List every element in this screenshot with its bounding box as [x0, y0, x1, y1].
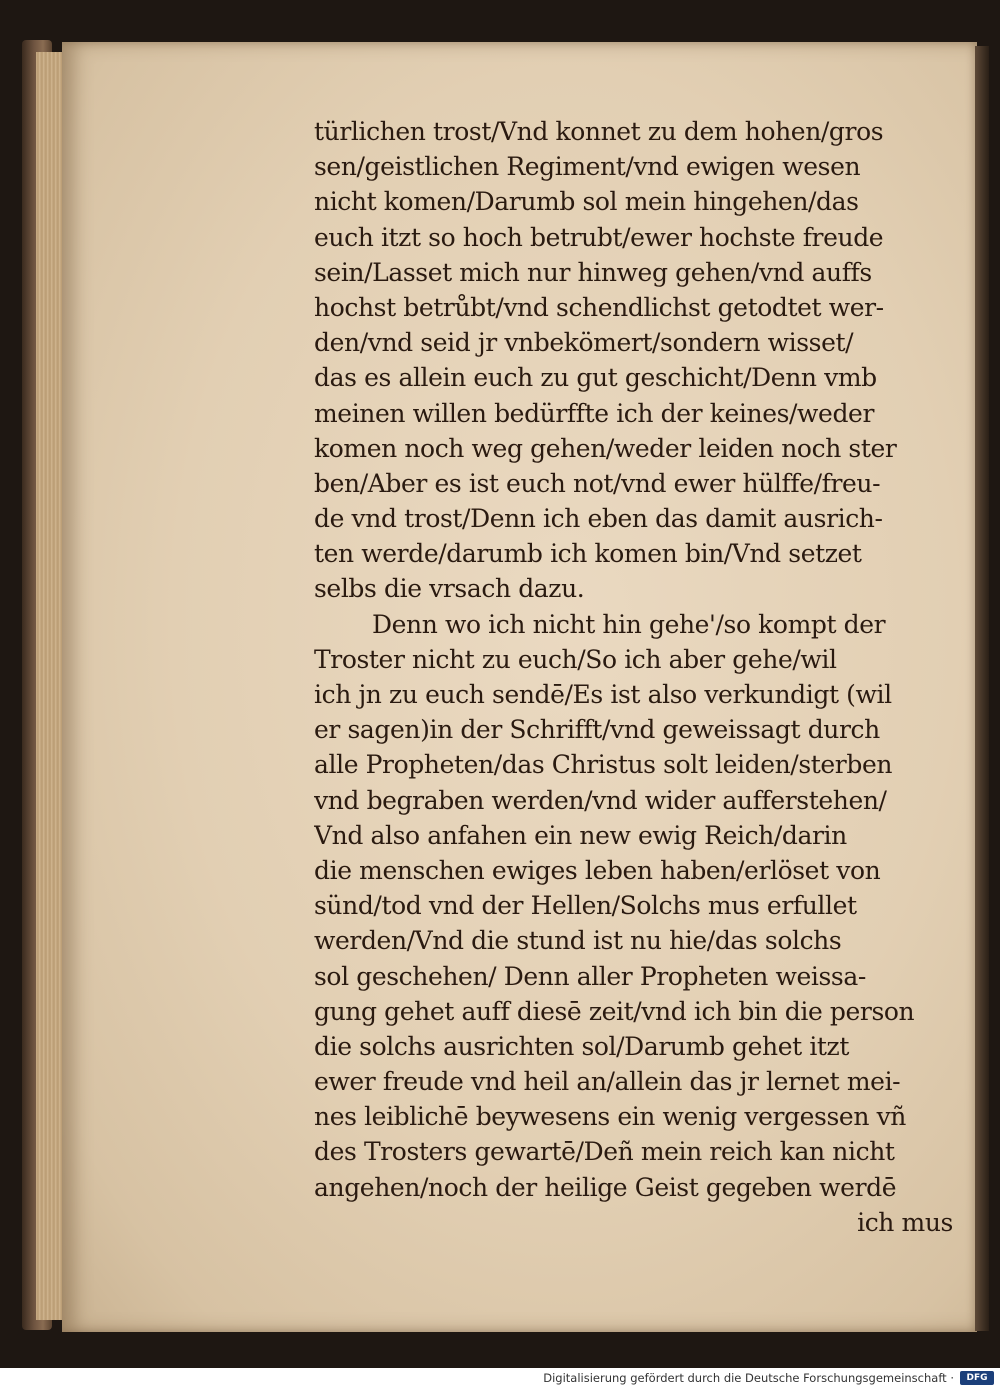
text-line: des Trosters gewartē/Deñ mein reich kan nicht	[314, 1137, 895, 1167]
page-right-edge	[975, 46, 989, 1331]
funding-notice: Digitalisierung gefördert durch die Deutsche Forschungsgemeinschaft ·	[543, 1371, 954, 1385]
text-line: sol geschehen/ Denn aller Propheten weissa-	[314, 961, 866, 991]
text-line: selbs die vrsach dazu.	[314, 574, 585, 604]
footer-bar	[0, 1368, 1000, 1389]
text-line: die solchs ausrichten sol/Darumb gehet itzt	[314, 1031, 849, 1061]
text-line: türlichen trost/Vnd konnet zu dem hohen/gros	[314, 117, 884, 146]
text-line: de vnd trost/Denn ich eben das damit ausrich-	[314, 504, 883, 534]
text-line: meinen willen bedürffte ich der keines/weder	[314, 398, 874, 428]
text-line: alle Propheten/das Christus solt leiden/sterben	[314, 750, 893, 780]
text-line: euch itzt so hoch betrubt/ewer hochste freude	[314, 222, 884, 252]
text-line: nes leiblichē beywesens ein wenig vergessen vñ	[314, 1102, 906, 1132]
dfg-logo-icon: DFG	[960, 1371, 994, 1385]
text-line: er sagen)in der Schrifft/vnd geweissagt durch	[314, 715, 880, 745]
text-line: ewer freude vnd heil an/allein das jr lernet mei-	[314, 1067, 901, 1097]
text-line: werden/Vnd die stund ist nu hie/das solchs	[314, 926, 842, 956]
text-line: ben/Aber es ist euch not/vnd ewer hülffe/freu-	[314, 468, 881, 498]
text-line: gung gehet auff diesē zeit/vnd ich bin die person	[314, 996, 915, 1026]
text-line: ten werde/darumb ich komen bin/Vnd setzet	[314, 539, 862, 569]
text-line: die menschen ewiges leben haben/erlöset von	[314, 855, 881, 885]
catchword: ich mus	[857, 1207, 953, 1237]
text-line: ich jn zu euch sendē/Es ist also verkundigt (wil	[314, 680, 892, 709]
text-line: Troster nicht zu euch/So ich aber gehe/wil	[314, 644, 837, 674]
text-line: hochst betrůbt/vnd schendlichst getodtet wer-	[314, 292, 884, 322]
text-line: angehen/noch der heilige Geist gegeben werdē	[314, 1172, 897, 1202]
text-line: komen noch weg gehen/weder leiden noch ster	[314, 433, 897, 463]
text-line: sen/geistlichen Regiment/vnd ewigen wesen	[314, 152, 861, 182]
text-line: den/vnd seid jr vnbekömert/sondern wisset/	[314, 328, 854, 358]
text-line: Vnd also anfahen ein new ewig Reich/darin	[314, 820, 847, 850]
text-line: sünd/tod vnd der Hellen/Solchs mus erfullet	[314, 891, 857, 921]
text-line: das es allein euch zu gut geschicht/Denn vmb	[314, 363, 877, 393]
text-line: vnd begraben werden/vnd wider aufferstehen/	[314, 785, 887, 815]
text-line: nicht komen/Darumb sol mein hingehen/das	[314, 187, 859, 217]
page-text	[314, 114, 959, 1240]
paragraph-start-line: Denn wo ich nicht hin gehe'/so kompt der	[372, 609, 886, 639]
text-line: sein/Lasset mich nur hinweg gehen/vnd auffs	[314, 257, 872, 287]
